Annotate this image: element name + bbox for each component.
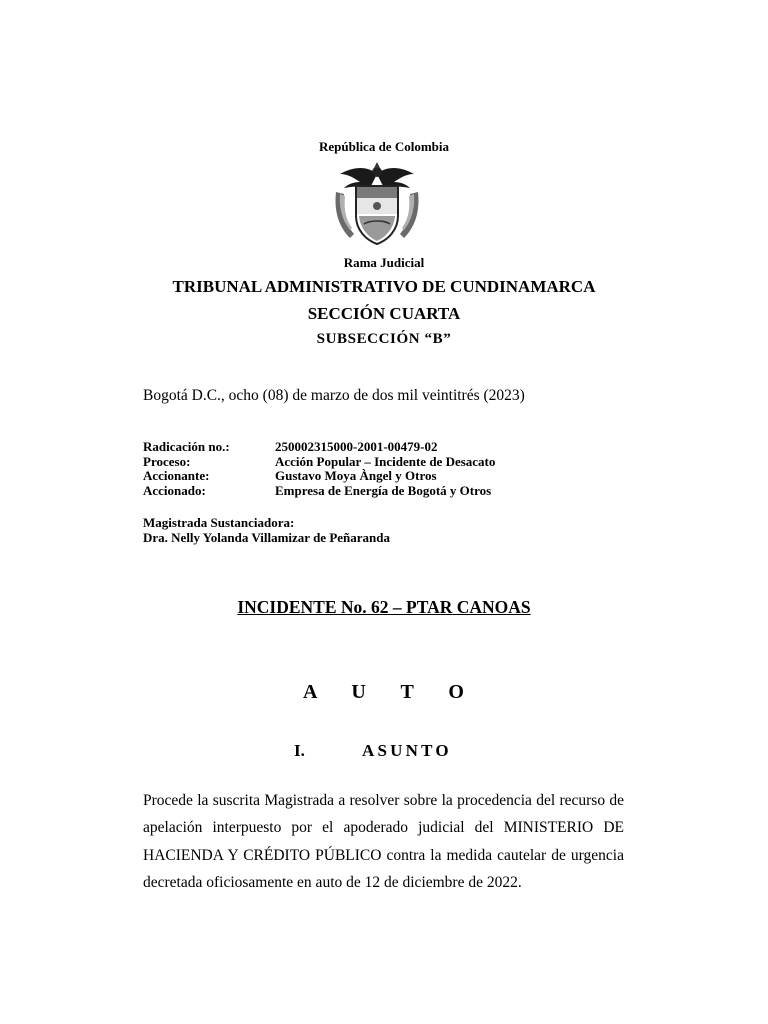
case-row-radicacion — [143, 440, 495, 455]
section-title: ASUNTO — [362, 741, 452, 760]
case-value: 250002315000-2001-00479-02 — [275, 439, 438, 454]
date-line: Bogotá D.C., ocho (08) de marzo de dos mil veintitrés (2023) — [143, 387, 525, 404]
coat-of-arms-emblem — [330, 160, 424, 246]
case-details — [143, 440, 495, 498]
republic-heading: República de Colombia — [318, 139, 449, 154]
case-row-accionado — [143, 484, 495, 499]
case-value: Gustavo Moya Àngel y Otros — [275, 468, 437, 483]
case-label: Accionante: — [143, 468, 210, 483]
tribunal-heading: TRIBUNAL ADMINISTRATIVO DE CUNDINAMARCA — [172, 277, 596, 296]
subsection-heading: SUBSECCIÓN “B” — [316, 331, 452, 347]
section-heading: SECCIÓN CUARTA — [307, 304, 461, 323]
body-paragraph: Procede la suscrita Magistrada a resolver sobre la procedencia del recurso de apelación interpuesto por el apoderado judicial del MINISTERIO DE HACIENDA Y CRÉDITO PÚBLICO contra la medida cautelar de urgencia decretada oficiosamente en auto de 12 de diciembre de 2022. — [143, 792, 624, 891]
magistrate-name: Dra. Nelly Yolanda Villamizar de Peñaranda — [143, 530, 390, 545]
case-row-accionante — [143, 469, 495, 484]
case-label: Accionado: — [143, 482, 206, 498]
magistrate-label: Magistrada Sustanciadora: — [143, 515, 295, 530]
section-number: I. — [294, 741, 305, 760]
case-value: Acción Popular – Incidente de Desacato — [275, 453, 496, 469]
case-value: Empresa de Energía de Bogotá y Otros — [275, 482, 492, 498]
case-label: Proceso: — [143, 453, 191, 469]
document-type-heading: A U T O — [303, 681, 465, 703]
case-row-proceso — [143, 455, 495, 470]
incident-title: INCIDENTE No. 62 – PTAR CANOAS — [237, 597, 531, 617]
incident-title-wrapper — [0, 597, 768, 618]
case-label: Radicación no.: — [143, 439, 230, 454]
magistrate-block — [143, 515, 390, 545]
judicial-branch-heading: Rama Judicial — [343, 255, 425, 270]
